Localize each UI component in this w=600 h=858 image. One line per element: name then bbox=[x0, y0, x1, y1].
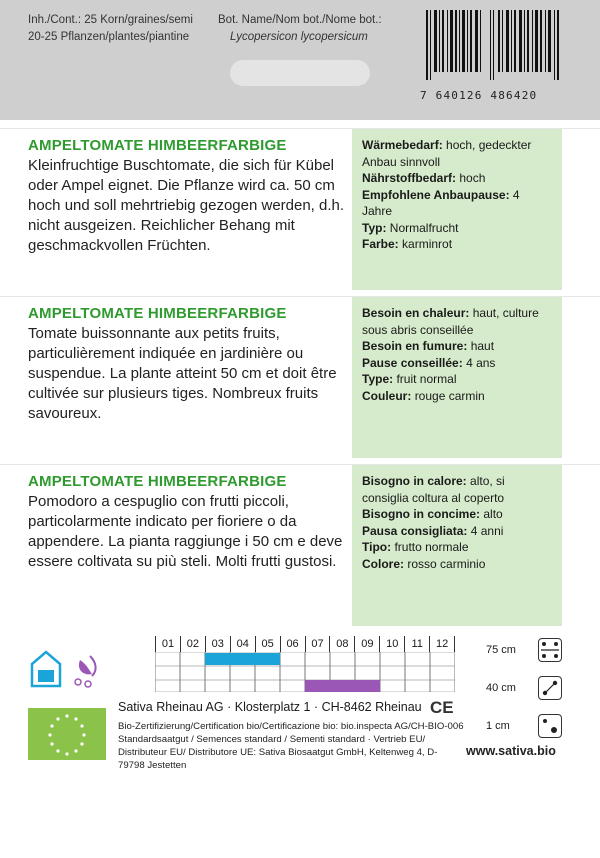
botanical-label: Bot. Name/Nom bot./Nome bot.: bbox=[218, 14, 382, 26]
specs-panel bbox=[352, 129, 562, 290]
spacing-row bbox=[486, 634, 576, 672]
month-01: 01 bbox=[155, 636, 181, 652]
month-06: 06 bbox=[281, 636, 306, 652]
spacing-label: 40 cm bbox=[486, 682, 516, 694]
sowing-depth-icon bbox=[538, 714, 562, 738]
barcode bbox=[420, 10, 570, 102]
sowing-period-bar bbox=[205, 653, 280, 665]
barcode-digits: 7 640126 486420 bbox=[420, 89, 538, 102]
month-09: 09 bbox=[355, 636, 380, 652]
spec-row: Farbe: karminrot bbox=[362, 237, 453, 251]
month-10: 10 bbox=[380, 636, 405, 652]
description-block-de bbox=[0, 128, 600, 290]
company-address: Sativa Rheinau AG · Klosterplatz 1 · CH-8462 Rheinau bbox=[118, 700, 422, 714]
month-05: 05 bbox=[256, 636, 281, 652]
description-block-fr bbox=[0, 296, 600, 458]
description-text bbox=[28, 473, 348, 572]
plant-spacing-icon bbox=[538, 676, 562, 700]
spec-row: Wärmebedarf: hoch, gedeckter Anbau sinnvoll bbox=[362, 138, 532, 169]
description-text bbox=[28, 305, 348, 424]
cultivation-icons bbox=[28, 648, 108, 693]
spec-row: Bisogno in calore: alto, si consiglia coltura al coperto bbox=[362, 474, 505, 505]
spec-row: Colore: rosso carminio bbox=[362, 556, 486, 571]
barcode-icon bbox=[420, 10, 570, 80]
spec-row: Tipo: frutto normale bbox=[362, 540, 469, 554]
contents-info bbox=[28, 12, 193, 46]
row-spacing-icon bbox=[538, 638, 562, 662]
spec-row: Typ: Normalfrucht bbox=[362, 220, 459, 235]
calendar-months bbox=[155, 636, 455, 652]
botanical-name: Lycopersicon lycopersicum bbox=[230, 31, 368, 43]
spec-row: Empfohlene Anbaupause: 4 Jahre bbox=[362, 187, 520, 218]
variety-title: AMPELTOMATE HIMBEERFARBIGE bbox=[28, 473, 287, 490]
variety-description: Pomodoro a cespuglio con frutti piccoli, particolarmente indicato per fioriere o da appendere. La pianta raggiunge i 50 cm e deve essere coltivata su più steli. Molti frutti gustosi. bbox=[28, 493, 343, 570]
distribution-line: Standardsaatgut / Semences standard / Sementi standard · Vertrieb EU/ Distributeur EU/ Distributore UE: Sativa Biosaatgut GmbH, Keltenweg 4, D-79798 Jestetten bbox=[118, 734, 438, 771]
month-12: 12 bbox=[430, 636, 455, 652]
month-07: 07 bbox=[306, 636, 331, 652]
botanical-info bbox=[218, 12, 382, 46]
variety-title: AMPELTOMATE HIMBEERFARBIGE bbox=[28, 137, 287, 154]
certification-line: Bio-Zertifizierung/Certification bio/Certificazione bio: bio.inspecta AG/CH-BIO-006 bbox=[118, 721, 464, 732]
month-03: 03 bbox=[206, 636, 231, 652]
variety-title: AMPELTOMATE HIMBEERFARBIGE bbox=[28, 305, 287, 322]
spec-row: Besoin en fumure: haut bbox=[362, 339, 495, 353]
spec-row: Bisogno in concime: alto bbox=[362, 507, 503, 521]
month-04: 04 bbox=[231, 636, 256, 652]
spec-row: Besoin en chaleur: haut, culture sous abris conseillée bbox=[362, 306, 539, 337]
spacing-label: 1 cm bbox=[486, 720, 510, 732]
spec-row: Nährstoffbedarf: hoch bbox=[362, 171, 486, 185]
variety-description: Kleinfruchtige Buschtomate, die sich für Kübel oder Ampel eignet. Die Pflanze wird ca. 50 cm hoch und soll mehrtriebig gezogen werden, d.h. nicht ausgeizen. Reichlicher Behang mit geschmackvollen Früchten. bbox=[28, 157, 345, 254]
spec-row: Pause conseillée: 4 ans bbox=[362, 355, 496, 370]
harvest-period-bar bbox=[305, 680, 380, 692]
spacing-label: 75 cm bbox=[486, 644, 516, 656]
variety-description: Tomate buissonnante aux petits fruits, particulièrement indiquée en jardinière ou suspendue. La plante atteint 50 cm et doit être cultivée sur plusieurs tiges. Nombreux fruits savoureux. bbox=[28, 325, 337, 422]
specs-panel bbox=[352, 465, 562, 626]
packet-header bbox=[0, 0, 600, 120]
plants-label: 20-25 Pflanzen/plantes/piantine bbox=[28, 31, 190, 43]
spacing-info bbox=[486, 634, 576, 748]
spacing-row bbox=[486, 672, 576, 710]
sowing-calendar bbox=[155, 636, 455, 694]
spacing-row bbox=[486, 710, 576, 748]
month-02: 02 bbox=[181, 636, 206, 652]
description-block-it bbox=[0, 464, 600, 626]
month-11: 11 bbox=[405, 636, 430, 652]
website-link[interactable]: www.sativa.bio bbox=[466, 744, 556, 758]
calendar-rows bbox=[155, 652, 455, 692]
spec-row: Type: fruit normal bbox=[362, 372, 457, 386]
ce-mark: CE bbox=[430, 698, 454, 717]
spec-row: Pausa consigliata: 4 anni bbox=[362, 523, 504, 538]
month-08: 08 bbox=[330, 636, 355, 652]
spec-row: Couleur: rouge carmin bbox=[362, 388, 485, 403]
indoor-sowing-icon bbox=[32, 652, 60, 686]
description-text bbox=[28, 137, 348, 256]
certification-text bbox=[118, 720, 468, 772]
contents-label: Inh./Cont.: 25 Korn/graines/semi bbox=[28, 14, 193, 26]
harvest-icon bbox=[75, 656, 96, 687]
specs-panel bbox=[352, 297, 562, 458]
eu-organic-logo bbox=[28, 708, 106, 760]
